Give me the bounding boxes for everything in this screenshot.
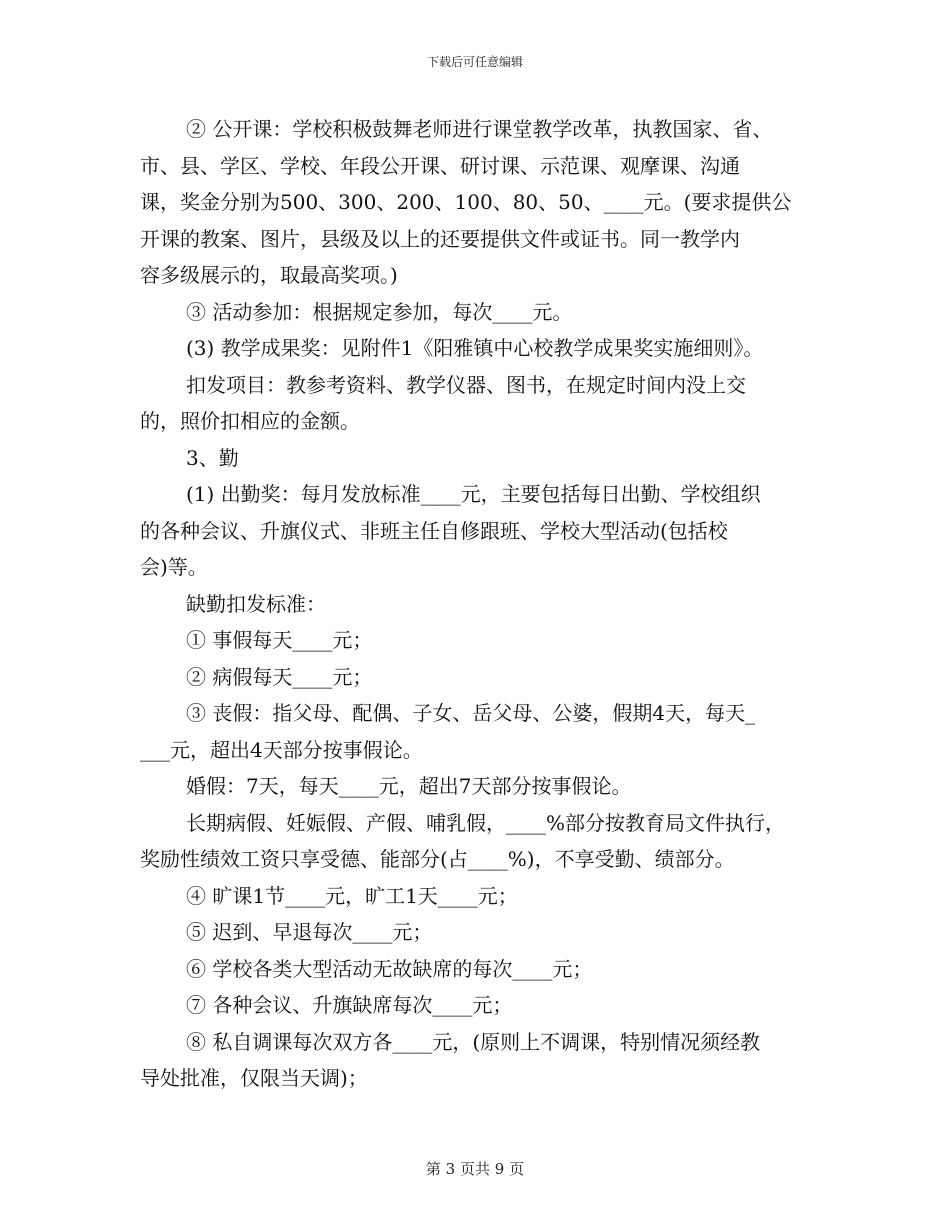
- paragraph-activity: [140, 294, 820, 331]
- page-footer: 第 3 页共 9 页: [425, 1160, 525, 1178]
- text-line: 会)等。: [140, 555, 208, 579]
- list-item-truancy: [140, 878, 820, 915]
- paragraph-attendance-award: [140, 476, 820, 586]
- list-item-class-swap: [140, 1024, 820, 1097]
- text-line: ③ 活动参加：根据规定参加，每次____元。: [186, 299, 573, 324]
- text-line: ③ 丧假：指父母、配偶、子女、岳父母、公婆，假期4天，每天_: [186, 701, 756, 725]
- list-item-funeral-leave: [140, 695, 820, 768]
- text-line: 导处批准，仅限当天调)；: [140, 1066, 368, 1090]
- text-line: 的，照价扣相应的金额。: [140, 409, 360, 433]
- list-item-personal-leave: [140, 622, 820, 659]
- text-line: 扣发项目：教参考资料、教学仪器、图书，在规定时间内没上交: [186, 372, 746, 397]
- text-line: ⑤ 迟到、早退每次____元；: [186, 920, 433, 944]
- list-item-sick-leave: [140, 659, 820, 696]
- text-line: ② 病假每天____元；: [186, 664, 373, 689]
- list-item-late: [140, 914, 820, 951]
- text-line: ① 事假每天____元；: [186, 628, 373, 652]
- paragraph-teaching-award: [140, 330, 820, 367]
- list-item-activity-absence: [140, 951, 820, 988]
- text-line: ⑥ 学校各类大型活动无故缺席的每次____元；: [186, 956, 593, 981]
- text-line: 的各种会议、升旗仪式、非班主任自修跟班、学校大型活动(包括校: [140, 518, 728, 543]
- text-line: ② 公开课：学校积极鼓舞老师进行课堂教学改革，执教国家、省、: [186, 117, 773, 141]
- text-line: 长期病假、妊娠假、产假、哺乳假，____%部分按教育局文件执行，: [186, 810, 786, 835]
- text-line: 市、县、学区、学校、年段公开课、研讨课、示范课、观摩课、沟通: [140, 153, 740, 178]
- text-line: (1) 出勤奖：每月发放标准____元，主要包括每日出勤、学校组织: [186, 482, 761, 506]
- text-line: ④ 旷课1节____元，旷工1天____元；: [186, 883, 518, 908]
- text-line: 缺勤扣发标准：: [186, 591, 326, 616]
- text-line: 婚假：7天，每天____元，超出7天部分按事假论。: [186, 774, 632, 798]
- text-line: 开课的教案、图片，县级及以上的还要提供文件或证书。同一教学内: [140, 226, 740, 251]
- text-line: 容多级展示的，取最高奖项。): [140, 263, 398, 287]
- list-item-marriage-leave: [140, 768, 820, 805]
- paragraph-absence-standard: [140, 586, 820, 623]
- text-line: (3) 教学成果奖：见附件1《阳雅镇中心校教学成果奖实施细则》。: [186, 336, 764, 360]
- paragraph-deduction-items: [140, 367, 820, 440]
- section-heading: 3、勤: [186, 445, 239, 470]
- section-heading-attendance: [140, 440, 820, 477]
- text-line: 奖励性绩效工资只享受德、能部分(占____%)，不享受勤、绩部分。: [140, 847, 735, 871]
- page-header: 下载后可任意编辑: [426, 55, 523, 69]
- list-item-meeting-absence: [140, 987, 820, 1024]
- text-line: ___元，超出4天部分按事假论。: [140, 737, 423, 762]
- text-line: ⑦ 各种会议、升旗缺席每次____元；: [186, 993, 513, 1017]
- paragraph-long-leave: [140, 805, 820, 878]
- text-line: ⑧ 私自调课每次双方各____元，(原则上不调课，特别情况须经教: [186, 1029, 761, 1054]
- paragraph-open-class: [140, 111, 820, 294]
- document-body: [140, 111, 820, 1097]
- text-line: 课，奖金分别为500、300、200、100、80、50、____元。(要求提供公: [140, 190, 792, 214]
